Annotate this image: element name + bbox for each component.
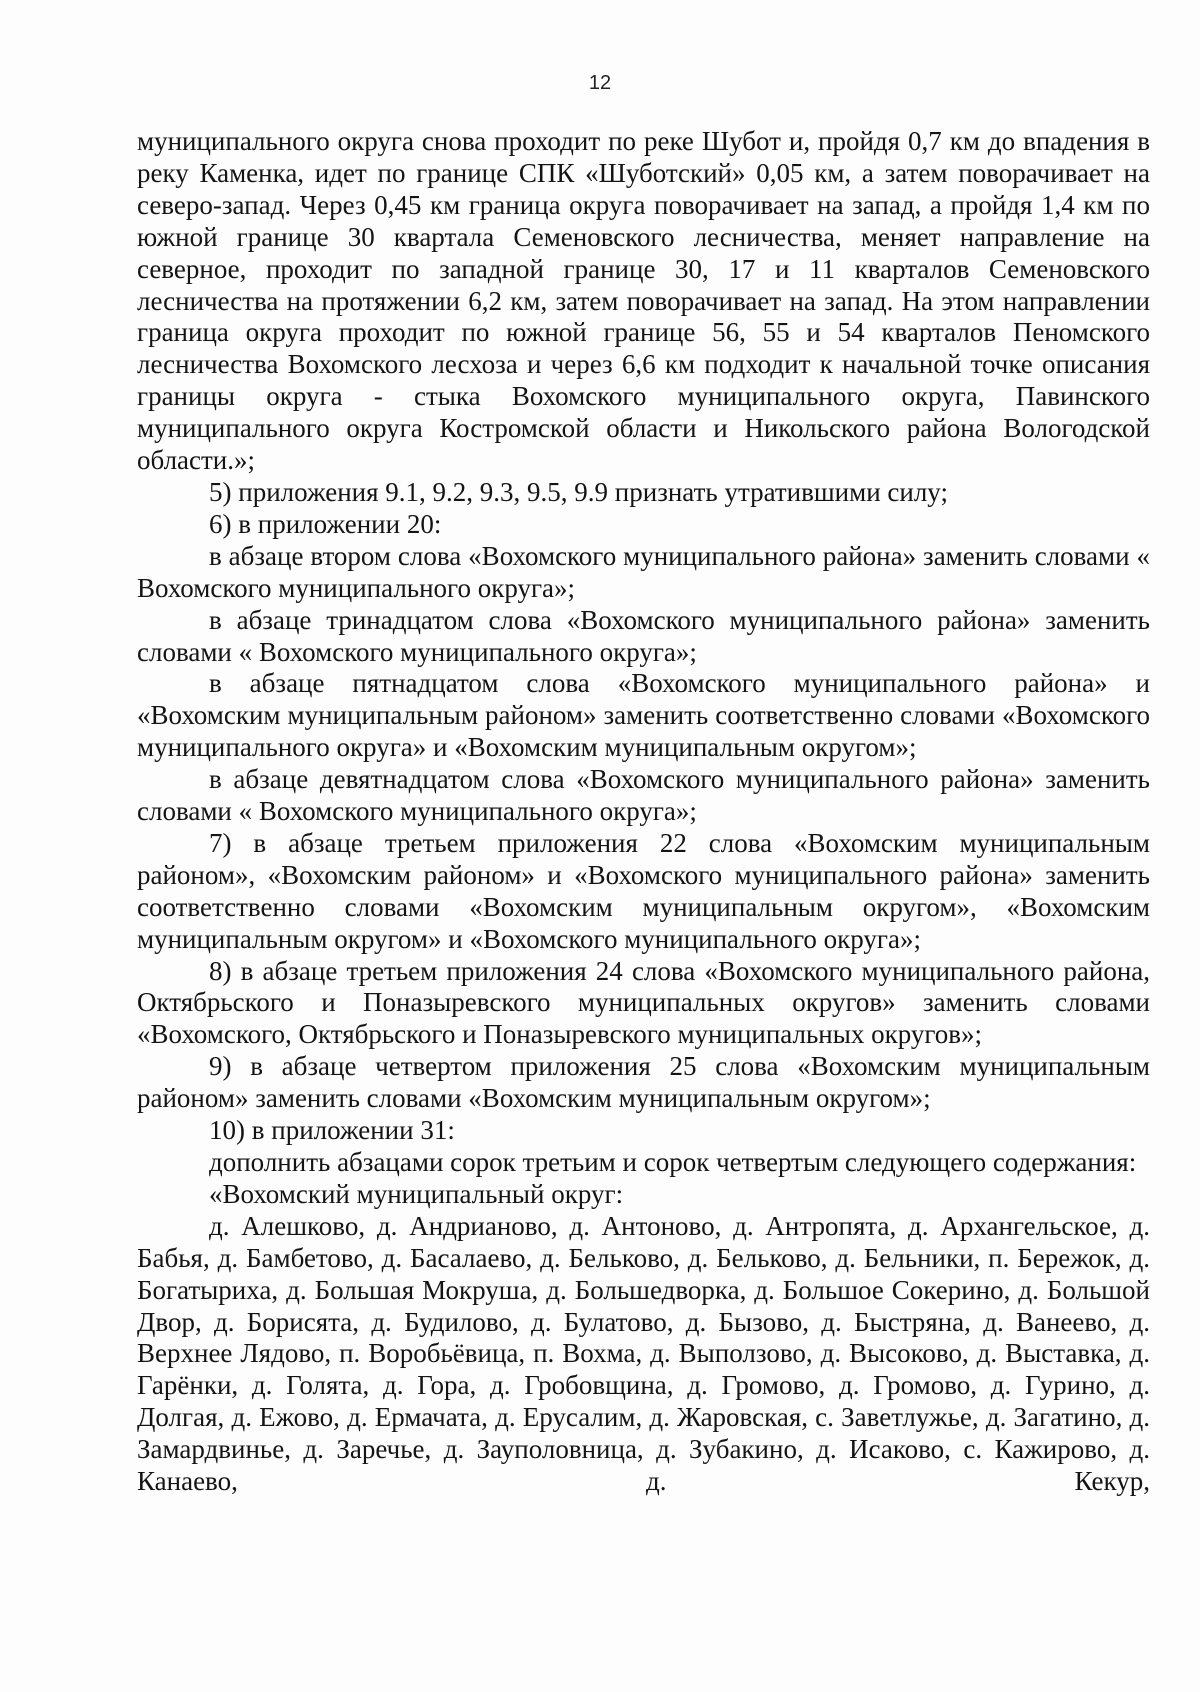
paragraph-item-6-second: в абзаце втором слова «Вохомского муниципального района» заменить словами « Вохомского муниципального округа»; — [137, 540, 1150, 603]
paragraph-item-6-fifteenth: в абзаце пятнадцатом слова «Вохомского муниципального района» и «Вохомским муниципальным районом» заменить соответственно словами «Вохомского муниципального округа» и «Вохомским муниципальным округом»; — [137, 668, 1150, 763]
paragraph-boundary-description: муниципального округа снова проходит по реке Шубот и, пройдя 0,7 км до впадения в реку Каменка, идет по границе СПК «Шуботский» 0,05 км, а затем поворачивает на северо-запад. Через 0,45 км граница округа поворачивает на запад, а пройдя 1,4 км по южной границе 30 квартала Семеновского лесничества, меняет направление на северное, проходит по западной границе 30, 17 и 11 кварталов Семеновского лесничества на протяжении 6,2 км, затем поворачивает на запад. На этом направлении граница округа проходит по южной границе 56, 55 и 54 кварталов Пеномского лесничества Вохомского лесхоза и через 6,6 км подходит к начальной точке описания границы округа - стыка Вохомского муниципального округа, Павинского муниципального округа Костромской области и Никольского района Вологодской области.»; — [137, 126, 1150, 476]
paragraph-item-7: 7) в абзаце третьем приложения 22 слова «Вохомским муниципальным районом», «Вохомским районом» и «Вохомского муниципального района» заменить соответственно словами «Вохомским муниципальным округом», «Вохомским муниципальным округом» и «Вохомского муниципального округа»; — [137, 827, 1150, 954]
document-body — [137, 126, 1150, 1498]
paragraph-item-6-thirteenth: в абзаце тринадцатом слова «Вохомского муниципального района» заменить словами « Вохомского муниципального округа»; — [137, 604, 1150, 667]
paragraph-item-10-supplement: дополнить абзацами сорок третьим и сорок четвертым следующего содержания: — [209, 1147, 1137, 1177]
paragraph-item-6-nineteenth: в абзаце девятнадцатом слова «Вохомского муниципального района» заменить словами « Вохомского муниципального округа»; — [137, 764, 1150, 827]
page-number: 12 — [588, 72, 612, 94]
paragraph-item-6: 6) в приложении 20: — [209, 508, 442, 539]
paragraph-item-8: 8) в абзаце третьем приложения 24 слова «Вохомского муниципального района, Октябрьского и Поназыревского муниципальных округов» заменить словами «Вохомского, Октябрьского и Поназыревского муниципальных округов»; — [137, 955, 1150, 1050]
paragraph-item-10: 10) в приложении 31: — [209, 1115, 455, 1146]
paragraph-item-5: 5) приложения 9.1, 9.2, 9.3, 9.5, 9.9 признать утратившими силу; — [209, 476, 948, 507]
paragraph-settlement-list: д. Алешково, д. Андрианово, д. Антоново, д. Антропята, д. Архангельское, д. Бабья, д. Бамбетово, д. Басалаево, д. Бельково, д. Бельково, д. Бельники, п. Бережок, д. Богатыриха, д. Большая Мокруша, д. Большедворка, д. Большое Сокерино, д. Большой Двор, д. Борисята, д. Будилово, д. Булатово, д. Бызово, д. Быстряна, д. Ванеево, д. Верхнее Лядово, п. Воробьёвица, п. Вохма, д. Выползово, д. Высоково, д. Выставка, д. Гарёнки, д. Голята, д. Гора, д. Гробовщина, д. Громово, д. Громово, д. Гурино, д. Долгая, д. Ежово, д. Ермачата, д. Ерусалим, д. Жаровская, с. Заветлужье, д. Загатино, д. Замардвинье, д. Заречье, д. Зауполовница, д. Зубакино, д. Исаково, с. Кажирово, д. Канаево, д. Кекур, — [137, 1210, 1150, 1497]
paragraph-vokhma-heading: «Вохомский муниципальный округ: — [209, 1178, 624, 1209]
paragraph-item-9: 9) в абзаце четвертом приложения 25 слова «Вохомским муниципальным районом» заменить словами «Вохомским муниципальным округом»; — [137, 1051, 1150, 1114]
